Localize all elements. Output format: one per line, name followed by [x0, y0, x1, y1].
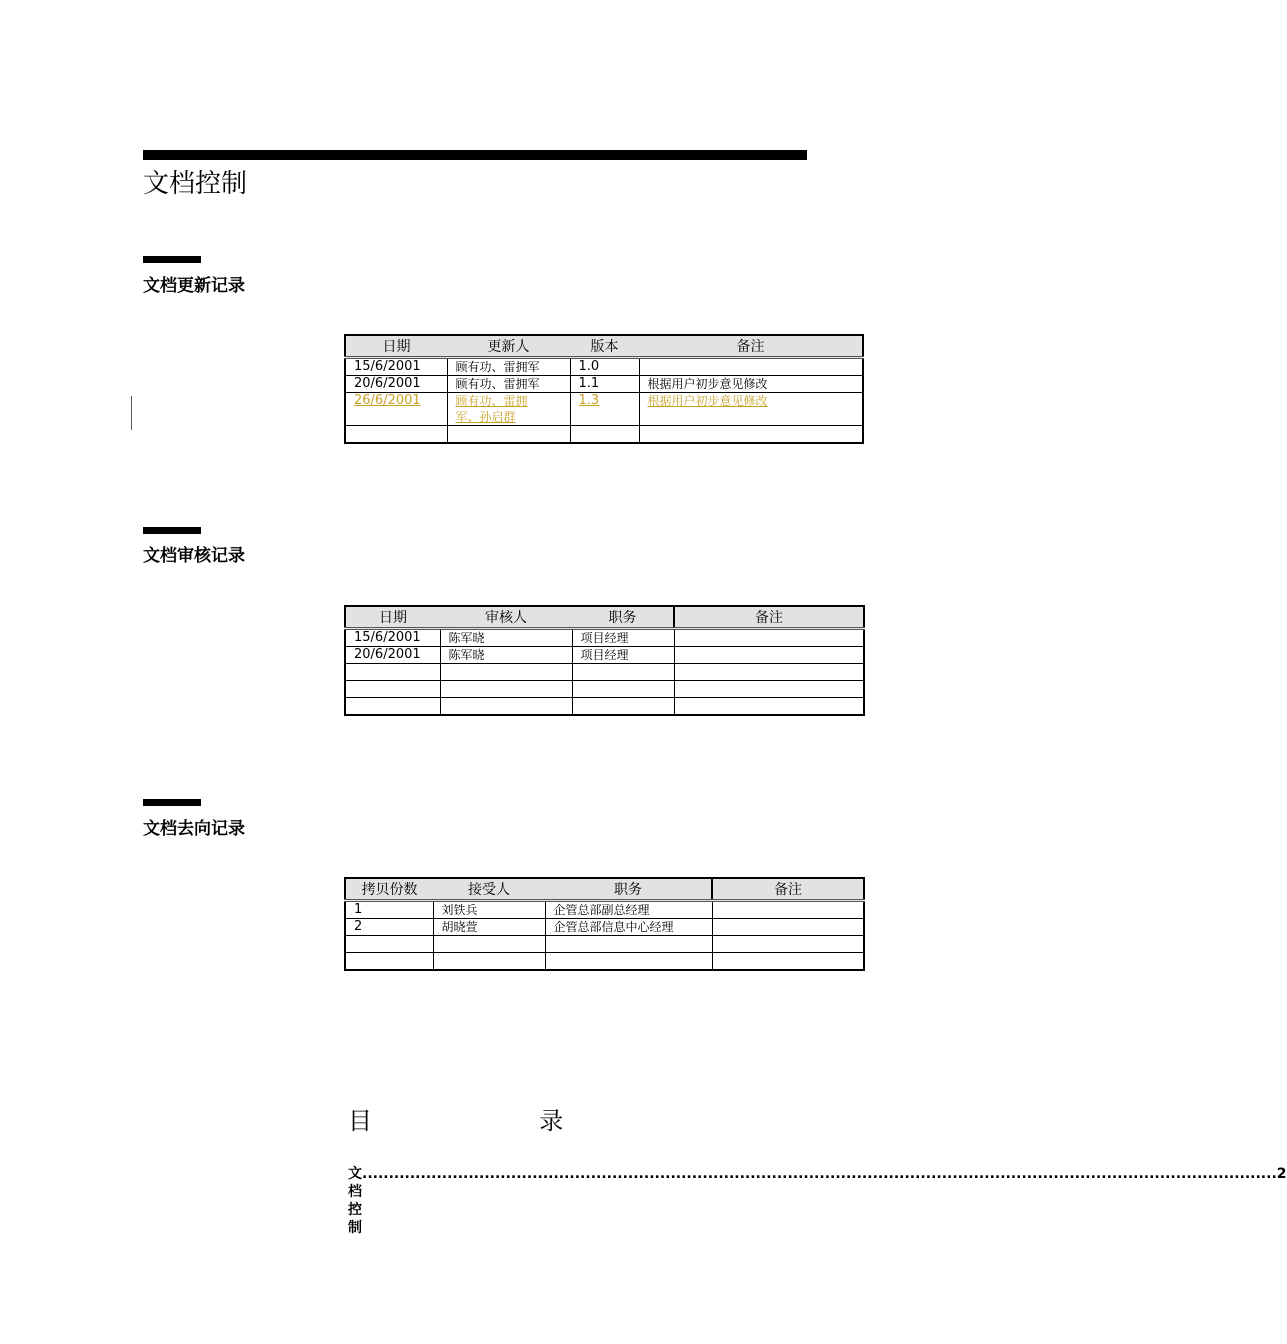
date-cell: 15/6/2001 — [345, 629, 440, 647]
position-cell: 项目经理 — [572, 647, 674, 664]
position-cell — [545, 953, 712, 971]
column-header: 备注 — [712, 878, 864, 901]
recipient-cell — [433, 953, 545, 971]
date-cell — [345, 698, 440, 716]
date-cell: 20/6/2001 — [345, 647, 440, 664]
note-cell — [712, 919, 864, 936]
note-cell: 根据用户初步意见修改 — [639, 376, 863, 393]
revision-mark — [131, 396, 133, 430]
reviewer-cell — [440, 664, 572, 681]
table-row — [345, 936, 864, 953]
toc-entry[interactable] — [348, 1165, 1287, 1237]
note-cell — [674, 629, 864, 647]
position-cell: 项目经理 — [572, 629, 674, 647]
updater-cell: 顾有功、雷拥军 — [447, 376, 570, 393]
date-cell — [345, 426, 447, 444]
update-record-table — [344, 334, 864, 444]
date-cell: 26/6/2001 — [345, 393, 447, 426]
reviewer-cell: 陈军晓 — [440, 647, 572, 664]
recipient-cell — [433, 936, 545, 953]
review-record-heading: 文档审核记录 — [143, 546, 245, 566]
table-row — [345, 376, 863, 393]
table-row — [345, 358, 863, 376]
date-cell: 15/6/2001 — [345, 358, 447, 376]
note-cell — [639, 426, 863, 444]
distribution-record-heading: 文档去向记录 — [143, 819, 245, 839]
title-rule — [143, 150, 807, 160]
toc-leader-dots: ............................................................................................................................................................................ — [362, 1166, 1277, 1182]
toc-entry-label: 文档控制 — [348, 1166, 362, 1236]
table-row — [345, 647, 864, 664]
table-row — [345, 901, 864, 919]
note-cell — [712, 953, 864, 971]
update-record-heading: 文档更新记录 — [143, 276, 245, 296]
copy-count-cell — [345, 936, 433, 953]
table-header-row — [345, 878, 864, 901]
column-header: 接受人 — [433, 878, 545, 901]
recipient-cell: 胡晓萱 — [433, 919, 545, 936]
date-cell: 20/6/2001 — [345, 376, 447, 393]
table-row — [345, 629, 864, 647]
column-header: 日期 — [345, 335, 447, 358]
distribution-record-table — [344, 877, 865, 971]
reviewer-cell: 陈军晓 — [440, 629, 572, 647]
copy-count-cell: 1 — [345, 901, 433, 919]
toc-title-left: 目 — [348, 1107, 372, 1135]
column-header: 职务 — [545, 878, 712, 901]
table-row — [345, 919, 864, 936]
updater-cell: 顾有功、雷拥军 — [447, 358, 570, 376]
copy-count-cell — [345, 953, 433, 971]
table-row — [345, 681, 864, 698]
toc-title — [348, 1106, 563, 1136]
position-cell: 企管总部副总经理 — [545, 901, 712, 919]
note-cell: 根据用户初步意见修改 — [639, 393, 863, 426]
table-row-tracked-change — [345, 393, 863, 426]
version-cell: 1.1 — [570, 376, 639, 393]
note-cell — [674, 664, 864, 681]
note-cell — [712, 901, 864, 919]
position-cell: 企管总部信息中心经理 — [545, 919, 712, 936]
position-cell — [572, 698, 674, 716]
section-rule — [143, 527, 201, 534]
column-header: 备注 — [639, 335, 863, 358]
toc-entry-page: 2 — [1276, 1166, 1287, 1182]
note-cell — [674, 681, 864, 698]
column-header: 版本 — [570, 335, 639, 358]
column-header: 备注 — [674, 606, 864, 629]
column-header: 拷贝份数 — [345, 878, 433, 901]
page-title: 文档控制 — [143, 169, 248, 199]
table-row — [345, 426, 863, 444]
updater-cell: 顾有功、雷拥军、孙启群 — [447, 393, 570, 426]
position-cell — [545, 936, 712, 953]
review-record-table — [344, 605, 865, 716]
table-row — [345, 698, 864, 716]
section-rule — [143, 799, 201, 806]
table-row — [345, 953, 864, 971]
recipient-cell: 刘铁兵 — [433, 901, 545, 919]
section-rule — [143, 256, 201, 263]
table-row — [345, 664, 864, 681]
updater-cell — [447, 426, 570, 444]
note-cell — [712, 936, 864, 953]
version-cell — [570, 426, 639, 444]
position-cell — [572, 664, 674, 681]
version-cell: 1.3 — [570, 393, 639, 426]
copy-count-cell: 2 — [345, 919, 433, 936]
date-cell — [345, 681, 440, 698]
reviewer-cell — [440, 698, 572, 716]
date-cell — [345, 664, 440, 681]
position-cell — [572, 681, 674, 698]
column-header: 日期 — [345, 606, 440, 629]
note-cell — [674, 647, 864, 664]
note-cell — [674, 698, 864, 716]
column-header: 更新人 — [447, 335, 570, 358]
reviewer-cell — [440, 681, 572, 698]
table-header-row — [345, 335, 863, 358]
column-header: 职务 — [572, 606, 674, 629]
column-header: 审核人 — [440, 606, 572, 629]
table-header-row — [345, 606, 864, 629]
note-cell — [639, 358, 863, 376]
toc-title-right: 录 — [539, 1107, 564, 1135]
version-cell: 1.0 — [570, 358, 639, 376]
